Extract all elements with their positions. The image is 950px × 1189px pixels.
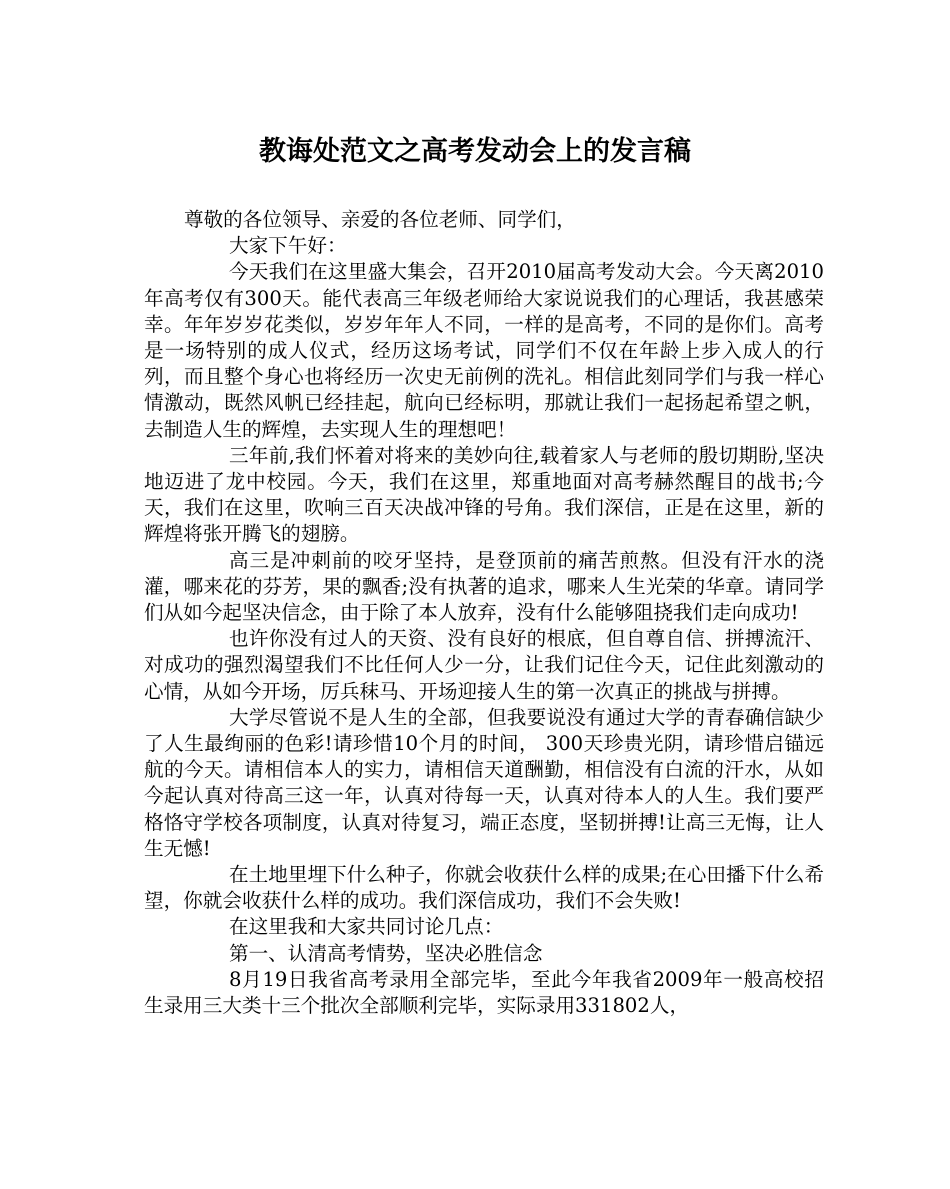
body-paragraph: 8月19日我省高考录用全部完毕，至此今年我省2009年一般高校招生录用三大类十三个批次全部顺利完毕，实际录用331802人， <box>144 967 824 1018</box>
section-heading: 第一、认清高考情势，坚决必胜信念 <box>229 941 543 965</box>
document-title: 教诲处范文之高考发动会上的发言稿 <box>259 136 691 167</box>
greeting-paragraph: 大家下午好： <box>229 234 347 258</box>
body-paragraph: 今天我们在这里盛大集会，召开2010届高考发动大会。今天离2010年高考仅有300天。能代表高三年级老师给大家说说我们的心理话，我甚感荣幸。年年岁岁花类似，岁岁年年人不同，一样的是高考，不同的是你们。高考是一场特别的成人仪式，经历这场考试，同学们不仅在年龄上步入成人的行列，而且整个身心也将经历一次史无前例的洗礼。相信此刻同学们与我一样心情激动，既然风帆已经挂起，航向已经标明，那就让我们一起扬起希望之帆，去制造人生的辉煌，去实现人生的理想吧！ <box>144 260 824 441</box>
body-paragraph: 高三是冲刺前的咬牙坚持，是登顶前的痛苦煎熬。但没有汗水的浇灌，哪来花的芬芳，果的飘香;没有执著的追求，哪来人生光荣的华章。请同学们从如今起坚决信念，由于除了本人放弃，没有什么能够阻挠我们走向成功! <box>144 548 824 625</box>
salutation-paragraph: 尊敬的各位领导、亲爱的各位老师、同学们， <box>184 208 576 231</box>
body-paragraph: 也许你没有过人的天资、没有良好的根底，但自尊自信、拼搏流汗、对成功的强烈渴望我们不比任何人少一分，让我们记住今天，记住此刻激动的心情，从如今开场，厉兵秣马、开场迎接人生的第一次真正的挑战与拼搏。 <box>144 627 824 703</box>
document-body <box>144 207 824 1019</box>
body-paragraph: 大学尽管说不是人生的全部，但我要说没有通过大学的青春确信缺少了人生最绚丽的色彩!请珍惜10个月的时间， 300天珍贵光阴，请珍惜启锚远航的今天。请相信本人的实力，请相信天道酬勤，相信没有白流的汗水，从如今起认真对待高三这一年，认真对待每一天，认真对待本人的人生。我们要严格恪守学校各项制度，认真对待复习，端正态度，坚韧拼搏!让高三无悔，让人生无憾! <box>144 705 824 860</box>
body-paragraph: 在这里我和大家共同讨论几点： <box>229 915 504 939</box>
body-paragraph: 三年前,我们怀着对将来的美妙向往,载着家人与老师的殷切期盼,坚决地迈进了龙中校园。今天，我们在这里，郑重地面对高考赫然醒目的战书;今天，我们在这里，吹响三百天决战冲锋的号角。我们深信，正是在这里，新的辉煌将张开腾飞的翅膀。 <box>144 443 824 546</box>
body-paragraph: 在土地里埋下什么种子，你就会收获什么样的成果;在心田播下什么希望，你就会收获什么样的成功。我们深信成功，我们不会失败! <box>144 863 824 913</box>
